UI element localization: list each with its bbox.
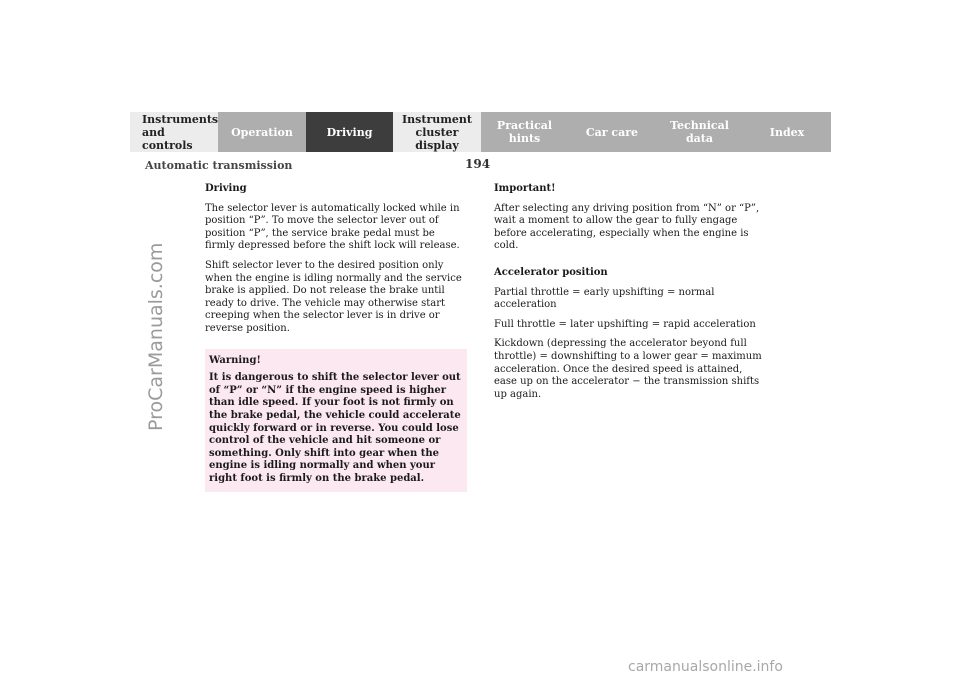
chapter-tabs — [130, 112, 831, 152]
partial-throttle-item: Partial throttle = early upshifting = normal acceleration — [494, 286, 715, 311]
tab-index[interactable]: Index — [743, 112, 831, 152]
kickdown-item: Kickdown (depressing the accelerator beyond full throttle) = downshifting to a lower gear = maximum acceleration. Once the desired speed is attained, ease up on the accelerator − the transmission shifts up again. — [494, 338, 762, 400]
right-column — [494, 183, 764, 408]
driving-heading: Driving — [205, 183, 247, 194]
tab-driving[interactable]: Driving — [306, 112, 393, 152]
left-column — [205, 183, 467, 492]
warning-text: It is dangerous to shift the selector lever out of “P” or “N” if the engine speed is higher than idle speed. If your foot is not firmly on the brake pedal, the vehicle could accelerate quickly forward or in reverse. You could lose control of the vehicle and hit someone or something. Only shift into gear when the engine is idling normally and when your right foot is firmly on the brake pedal. — [209, 372, 461, 484]
shift-lock-paragraph: The selector lever is automatically locked while in position “P”. To move the selector lever out of position “P”, the service brake pedal must be firmly depressed before the shift lock will release. — [205, 202, 460, 252]
watermark-procarmanuals: ProCarManuals.com — [145, 242, 167, 431]
important-heading: Important! — [494, 183, 556, 194]
page-number: 194 — [465, 157, 491, 171]
tab-operation[interactable]: Operation — [218, 112, 306, 152]
tab-technical-data[interactable]: Technical data — [656, 112, 743, 152]
tab-instruments-and-controls[interactable]: Instruments and controls — [130, 112, 218, 152]
watermark-carmanualsonline: carmanualsonline.info — [628, 659, 783, 675]
warning-heading: Warning! — [209, 354, 261, 366]
tab-practical-hints[interactable]: Practical hints — [481, 112, 568, 152]
full-throttle-item: Full throttle = later upshifting = rapid acceleration — [494, 318, 756, 330]
tab-car-care[interactable]: Car care — [568, 112, 656, 152]
warning-box — [205, 349, 467, 493]
important-text: After selecting any driving position from “N” or “P”, wait a moment to allow the gear to fully engage before accelerating, especially when the engine is cold. — [494, 202, 760, 252]
selector-lever-paragraph: Shift selector lever to the desired position only when the engine is idling normally and the service brake is applied. Do not release the brake until ready to drive. The vehicle may otherwise start creeping when the selector lever is in drive or reverse position. — [205, 259, 462, 334]
accelerator-heading: Accelerator position — [494, 266, 608, 278]
tab-instrument-cluster-display[interactable]: Instrument cluster display — [393, 112, 481, 152]
section-title: Automatic transmission — [145, 159, 293, 172]
